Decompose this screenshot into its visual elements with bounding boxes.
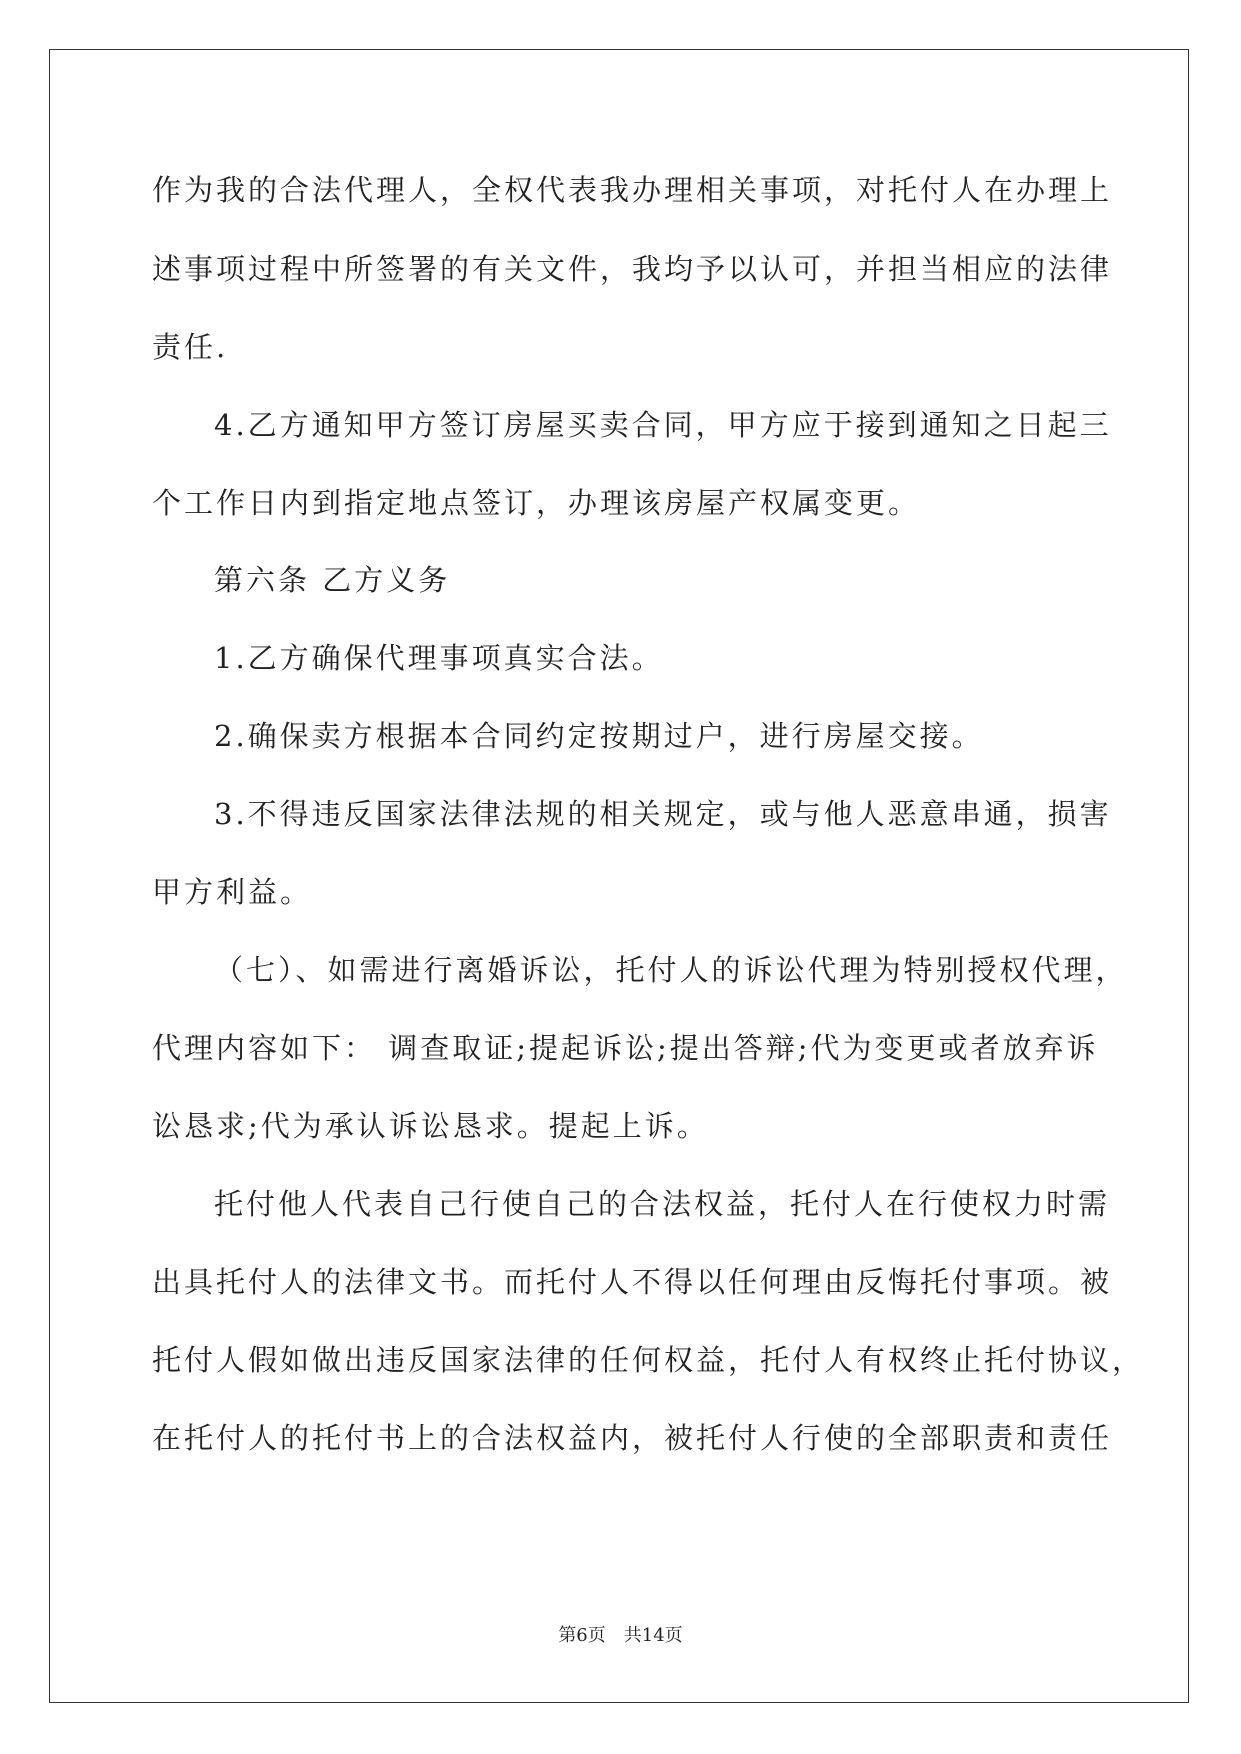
paragraph-line: 托付人假如做出违反国家法律的任何权益，托付人有权终止托付协议， [152, 1343, 1145, 1377]
paragraph-line: 3.不得违反国家法律法规的相关规定，或与他人恶意串通，损害 [214, 797, 1112, 831]
page-number: 第6页 [558, 1625, 606, 1646]
paragraph-line: 作为我的合法代理人，全权代表我办理相关事项，对托付人在办理上 [152, 173, 1113, 207]
paragraph-line: 代理内容如下： 调查取证;提起诉讼;提出答辩;代为变更或者放弃诉 [152, 1031, 1099, 1065]
page-footer [0, 1624, 1241, 1648]
page-total: 共14页 [623, 1625, 683, 1646]
paragraph-line: 1.乙方确保代理事项真实合法。 [214, 641, 664, 675]
paragraph-line: 甲方利益。 [152, 875, 313, 909]
paragraph-line: 责任. [152, 330, 229, 364]
paragraph-line: 述事项过程中所签署的有关文件，我均予以认可，并担当相应的法律 [152, 252, 1113, 286]
paragraph-line: 4.乙方通知甲方签订房屋买卖合同，甲方应于接到通知之日起三 [214, 408, 1112, 442]
paragraph-line: 在托付人的托付书上的合法权益内，被托付人行使的全部职责和责任 [152, 1421, 1113, 1455]
paragraph-line: 2.确保卖方根据本合同约定按期过户，进行房屋交接。 [214, 719, 984, 753]
paragraph-line: 个工作日内到指定地点签订，办理该房屋产权属变更。 [152, 486, 921, 520]
paragraph-line: 讼恳求;代为承认诉讼恳求。提起上诉。 [152, 1109, 709, 1143]
paragraph-line: （七）、如需进行离婚诉讼，托付人的诉讼代理为特别授权代理， [214, 953, 1128, 987]
paragraph-line: 出具托付人的法律文书。而托付人不得以任何理由反悔托付事项。被 [152, 1265, 1113, 1299]
paragraph-line: 托付他人代表自己行使自己的合法权益，托付人在行使权力时需 [214, 1187, 1111, 1221]
section-heading: 第六条 乙方义务 [214, 563, 451, 597]
